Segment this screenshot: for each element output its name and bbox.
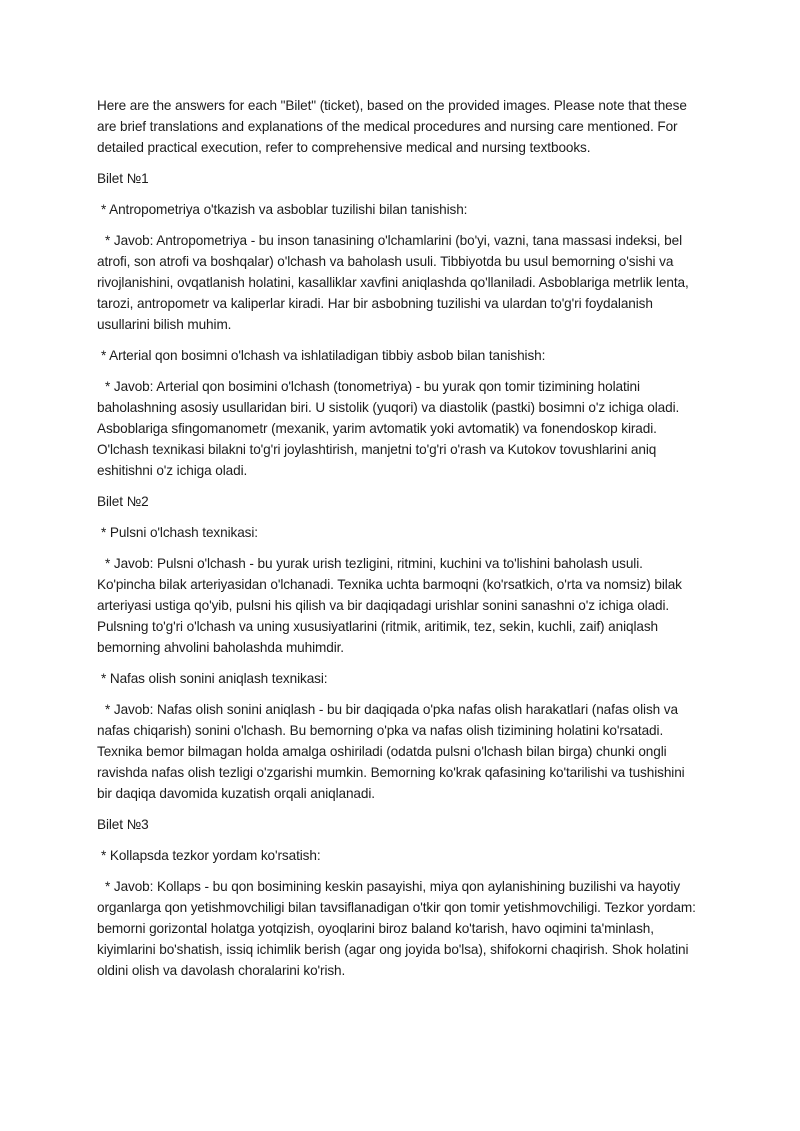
bilet-3-answer-1: * Javob: Kollaps - bu qon bosimining keskin pasayishi, miya qon aylanishining buzilishi va hayotiy organlarga qon yetishmovchiligi bilan tavsiflanadigan o'tkir qon tomir yetishmovchiligi. Tezkor yordam: bemorni gorizontal holatga yotqizish, oyoqlarini biroz baland ko'tarish, havo oqimini ta'minlash, kiyimlarini bo'shatish, issiq ichimlik berish (agar ong joyida bo'lsa), shifokorni chaqirish. Shok holatini oldini olish va davolash choralarini ko'rish.: [97, 879, 696, 978]
bilet-2-answer-1: * Javob: Pulsni o'lchash - bu yurak urish tezligini, ritmini, kuchini va to'lishini baholash usuli. Ko'pincha bilak arteriyasidan o'lchanadi. Texnika uchta barmoqni (ko'rsatkich, o'rta va nomsiz) bilak arteriyasi ustiga qo'yib, pulsni his qilish va bir daqiqadagi urishlar sonini sanashni o'z ichiga oladi. Pulsning to'g'ri o'lchash va uning xususiyatlarini (ritmik, aritimik, tez, sekin, kuchli, zaif) aniqlash bemorning ahvolini baholashda muhimdir.: [97, 556, 682, 655]
bilet-1-question-1: * Antropometriya o'tkazish va asboblar tuzilishi bilan tanishish:: [101, 202, 468, 217]
bilet-1-answer-2: * Javob: Arterial qon bosimini o'lchash (tonometriya) - bu yurak qon tomir tizimining holatini baholashning asosiy usullaridan biri. U sistolik (yuqori) va diastolik (pastki) bosimni o'z ichiga oladi. Asboblariga sfingomanometr (mexanik, yarim avtomatik yoki avtomatik) va fonendoskop kiradi. O'lchash texnikasi bilakni to'g'ri joylashtirish, manjetni to'g'ri o'rash va Kutokov tovushlarini aniq eshitishni o'z ichiga oladi.: [97, 379, 680, 478]
bilet-1-heading: Bilet №1: [97, 171, 149, 186]
bilet-3-heading: Bilet №3: [97, 817, 149, 832]
bilet-2-question-2: * Nafas olish sonini aniqlash texnikasi:: [101, 671, 328, 686]
bilet-2-answer-2: * Javob: Nafas olish sonini aniqlash - bu bir daqiqada o'pka nafas olish harakatlari (nafas olish va nafas chiqarish) sonini o'lchash. Bu bemorning o'pka va nafas olish tizimining holatini ko'rsatadi. Texnika bemor bilmagan holda amalga oshiriladi (odatda pulsni o'lchash bilan birga) chunki ongli ravishda nafas olish tezligi o'zgarishi mumkin. Bemorning ko'krak qafasining ko'tarilishi va tushishini bir daqiqa davomida kuzatish orqali aniqlanadi.: [97, 702, 685, 801]
document-body: [97, 95, 703, 991]
bilet-2-question-1: * Pulsni o'lchash texnikasi:: [101, 525, 258, 540]
intro-paragraph: Here are the answers for each "Bilet" (ticket), based on the provided images. Please note that these are brief translations and explanations of the medical procedures and nursing care mentioned. For detailed practical execution, refer to comprehensive medical and nursing textbooks.: [97, 98, 687, 155]
bilet-1-question-2: * Arterial qon bosimni o'lchash va ishlatiladigan tibbiy asbob bilan tanishish:: [101, 348, 546, 363]
bilet-2-heading: Bilet №2: [97, 494, 149, 509]
bilet-1-answer-1: * Javob: Antropometriya - bu inson tanasining o'lchamlarini (bo'yi, vazni, tana massasi indeksi, bel atrofi, son atrofi va boshqalar) o'lchash va baholash usuli. Tibbiyotda bu usul bemorning o'sishi va rivojlanishini, ovqatlanish holatini, kasalliklar xavfini aniqlashda qo'llaniladi. Asboblariga metrlik lenta, tarozi, antropometr va kaliperlar kiradi. Har bir asbobning tuzilishi va ulardan to'g'ri foydalanish usullarini bilish muhim.: [97, 233, 689, 332]
bilet-3-question-1: * Kollapsda tezkor yordam ko'rsatish:: [101, 848, 321, 863]
